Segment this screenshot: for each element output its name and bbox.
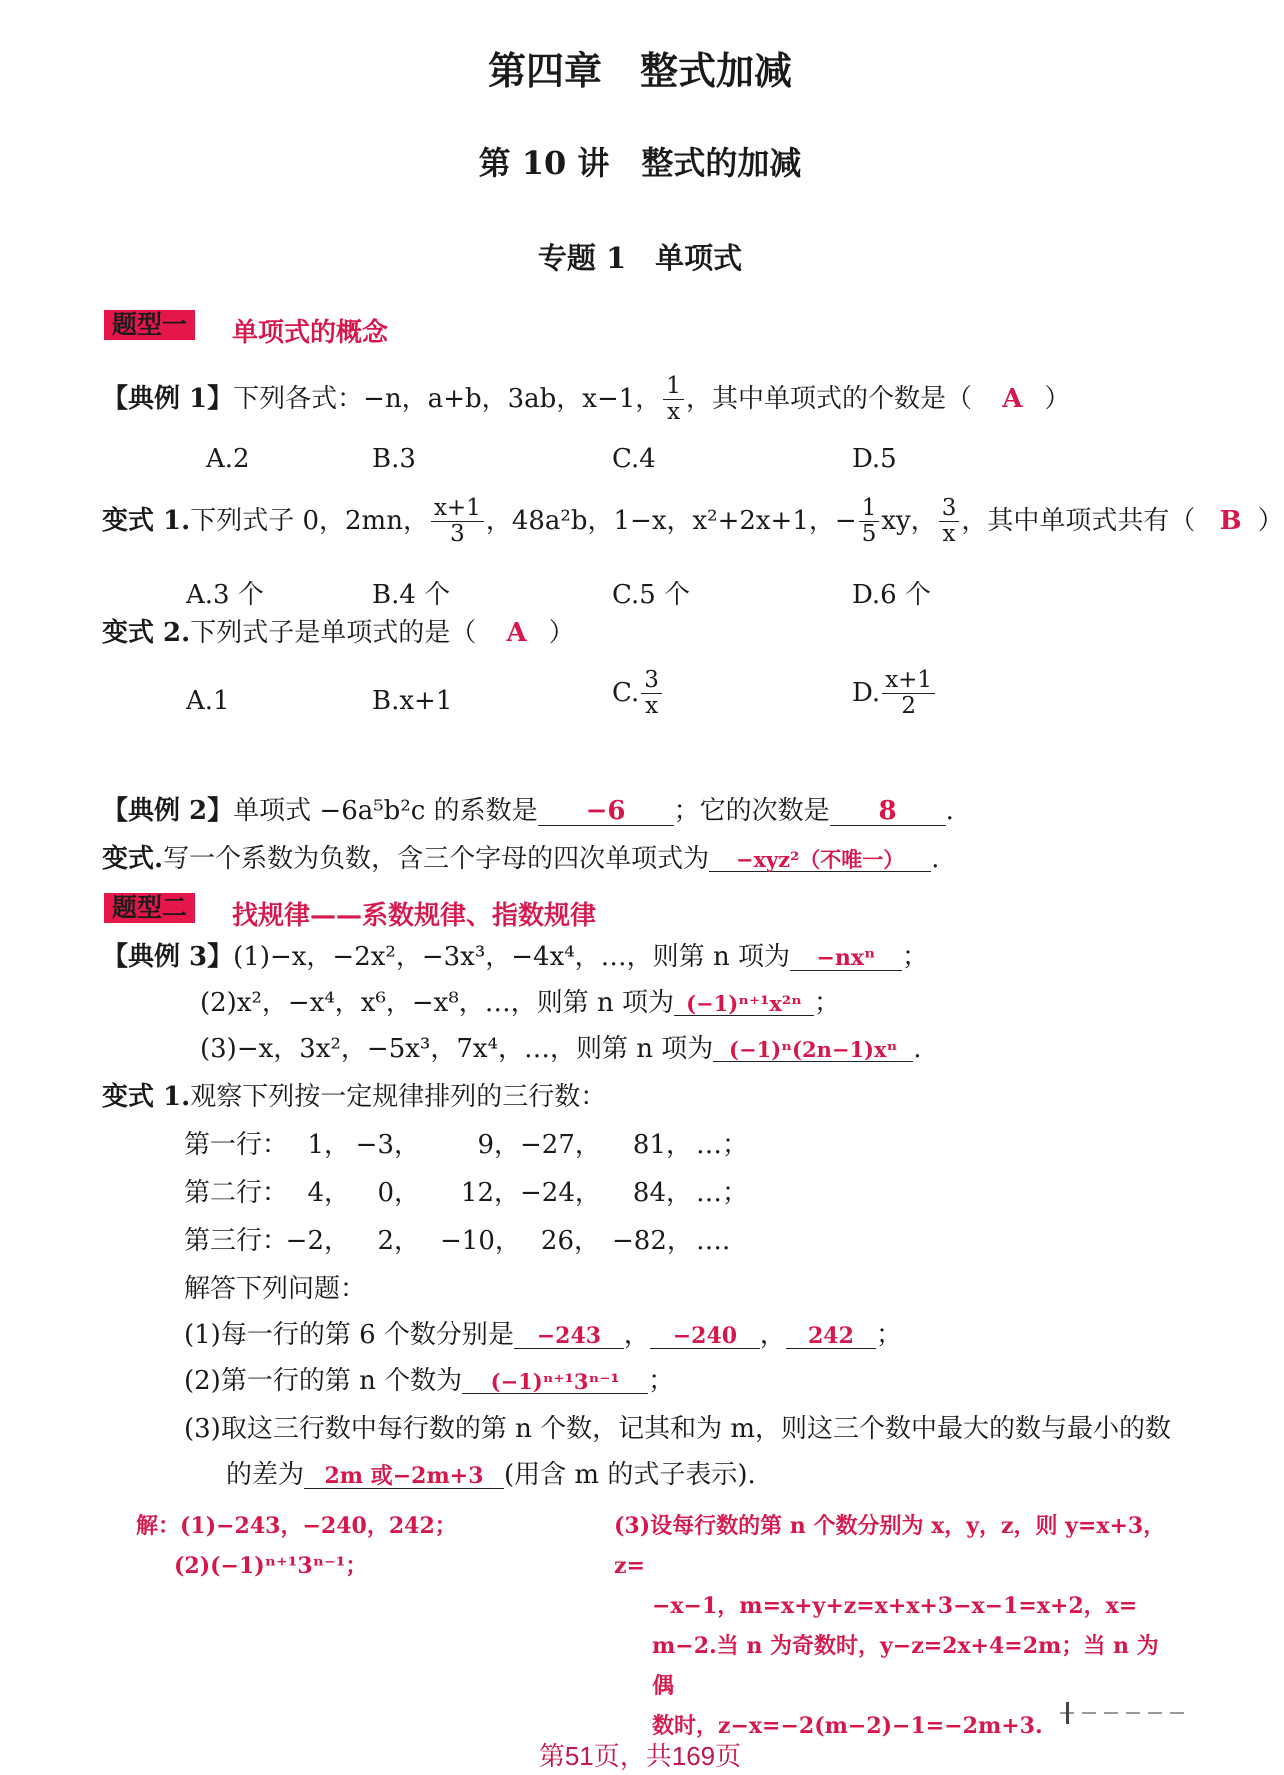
variation-1-answer: B (1219, 505, 1242, 536)
answer-blank: −nxⁿ (790, 947, 902, 971)
variation-2: 变式 2.下列式子是单项式的是（ A ） (102, 618, 575, 648)
row-value: 12， (460, 1178, 520, 1208)
section-title-2: 找规律——系数规律、指数规律 (232, 901, 597, 931)
option-a: A.3 个 (186, 580, 264, 610)
section-tag-1: 题型一 (104, 310, 195, 340)
example-1: 【典例 1】下列各式：−n，a+b，3ab，x−1， $\frac{1}{x}$ ，其中单项式的个数是（ A ） (102, 373, 1071, 426)
variation-label: 变式 1. (102, 1082, 191, 1112)
option-a: A.2 (206, 444, 250, 474)
answer-blank: −243 (514, 1325, 624, 1349)
variation-1: 变式 1.下列式子 0，2mn， $\frac{x+1}{3}$ ，48a²b，1−x，x²+2x+1，− $\frac{1}{5}$ xy， $\frac{3}{x}$ ，其中单项式共有（ B ） (102, 495, 1284, 548)
option-c: C. $\frac{3}{x}$ (612, 668, 664, 720)
question-3-cont: 的差为 2m 或−2m+3 (用含 m 的式子表示). (226, 1460, 756, 1490)
fraction: $\frac{3}{x}$ (641, 668, 662, 720)
row-label: 第二行： (184, 1178, 289, 1208)
section-title-1: 单项式的概念 (232, 318, 389, 348)
question-prompt: 解答下列问题： (184, 1274, 367, 1304)
example-3-q3: (3)−x，3x²，−5x³，7x⁴，…，则第 n 项为 (−1)ⁿ(2n−1)xⁿ . (200, 1034, 922, 1064)
fraction: $\frac{3}{x}$ (939, 496, 960, 548)
row-label: 第一行： (184, 1130, 289, 1160)
row-value: 0， (377, 1178, 420, 1208)
row-value: −27， (520, 1130, 601, 1160)
example-3-q1: 【典例 3】(1)−x，−2x²，−3x³，−4x⁴，…，则第 n 项为 −nxⁿ ； (102, 942, 928, 972)
option-a: A.1 (186, 686, 230, 716)
option-b: B.3 (372, 444, 416, 474)
chapter-title: 第四章 整式加减 (487, 48, 792, 93)
variation-2-label: 变式 2. (102, 618, 191, 648)
lecture-title: 第 10 讲 整式的加减 (478, 144, 802, 182)
solution-left: 解：(1)−243，−240，242； (2)(−1)ⁿ⁺¹3ⁿ⁻¹； (136, 1513, 457, 1579)
example-1-answer: A (1002, 383, 1023, 414)
row-value: −3， (355, 1130, 420, 1160)
row-value: 2， (377, 1226, 420, 1256)
row-value: 81， (632, 1130, 692, 1160)
row-value: 84， (632, 1178, 692, 1208)
row-value: 26， (540, 1226, 600, 1256)
page-indicator: 第51页，共169页 (538, 1741, 742, 1771)
variation-1-label: 变式 1. (102, 505, 191, 536)
section-tag-2: 题型二 (104, 893, 195, 923)
solution-right: (3)设每行数的第 n 个数分别为 x，y，z，则 y=x+3，z= −x−1，m=x+y+z=x+x+3−x−1=x+2，x= m−2.当 n 为奇数时，y−z=2x+4=2m；当 n 为偶 数时，z−x=−2(m−2)−1=−2m+3. (614, 1513, 1166, 1739)
answer-blank: (−1)ⁿ⁺¹x²ⁿ (674, 993, 814, 1016)
row-value: −24， (520, 1178, 601, 1208)
example-1-label: 【典例 1】 (102, 383, 234, 414)
row-value: 1， (307, 1130, 350, 1160)
fraction: $\frac{1}{x}$ (663, 374, 684, 426)
answer-blank: 8 (830, 798, 946, 826)
answer-blank: 2m 或−2m+3 (304, 1465, 504, 1489)
row-value: …； (696, 1130, 749, 1160)
row-value: −2， (285, 1226, 350, 1256)
answer-blank: (−1)ⁿ⁺¹3ⁿ⁻¹ (462, 1371, 648, 1394)
variation-label: 变式. (102, 844, 164, 874)
row-value: 4， (307, 1178, 350, 1208)
answer-blank: −6 (538, 798, 674, 826)
example-2: 【典例 2】单项式 −6a⁵b²c 的系数是 −6 ；它的次数是 8 . (102, 796, 954, 826)
example-3-q2: (2)x²，−x⁴，x⁶，−x⁸，…，则第 n 项为 (−1)ⁿ⁺¹x²ⁿ ； (200, 988, 841, 1018)
fraction: $\frac{1}{5}$ (859, 496, 880, 548)
scan-marks (1060, 1706, 1260, 1732)
row-value: …. (696, 1226, 731, 1256)
example-2-label: 【典例 2】 (102, 796, 234, 826)
option-b: B.4 个 (372, 580, 451, 610)
topic-title: 专题 1 单项式 (537, 241, 743, 275)
answer-blank: 242 (786, 1325, 876, 1349)
option-b: B.x+1 (372, 686, 453, 716)
question-3: (3)取这三行数中每行数的第 n 个数，记其和为 m，则这三个数中最大的数与最小的数 (184, 1414, 1172, 1444)
fraction: $\frac{x+1}{3}$ (431, 496, 484, 548)
answer-blank: −240 (650, 1325, 760, 1349)
question-1: (1)每一行的第 6 个数分别是 −243 ， −240 ， 242 ； (184, 1320, 902, 1350)
fraction: $\frac{x+1}{2}$ (882, 668, 935, 720)
row-value: 9， (477, 1130, 520, 1160)
variation-2-answer: A (506, 618, 527, 648)
variation-example-3: 变式 1.观察下列按一定规律排列的三行数： (102, 1082, 607, 1112)
example-3-label: 【典例 3】 (102, 942, 234, 972)
option-d: D. $\frac{x+1}{2}$ (852, 668, 937, 720)
row-value: −10， (440, 1226, 521, 1256)
option-c: C.5 个 (612, 580, 691, 610)
option-d: D.5 (852, 444, 897, 474)
answer-blank: (−1)ⁿ(2n−1)xⁿ (713, 1039, 913, 1062)
row-value: …； (696, 1178, 749, 1208)
answer-blank: −xyz²（不唯一） (709, 849, 931, 872)
option-d: D.6 个 (852, 580, 931, 610)
row-label: 第三行： (184, 1226, 289, 1256)
variation-example-2: 变式.写一个系数为负数，含三个字母的四次单项式为 −xyz²（不唯一） . (102, 844, 940, 874)
option-c: C.4 (612, 444, 656, 474)
row-value: −82， (612, 1226, 693, 1256)
example-1-stem: 下列各式：−n，a+b，3ab，x−1， (233, 383, 662, 414)
question-2: (2)第一行的第 n 个数为 (−1)ⁿ⁺¹3ⁿ⁻¹ ； (184, 1366, 675, 1396)
